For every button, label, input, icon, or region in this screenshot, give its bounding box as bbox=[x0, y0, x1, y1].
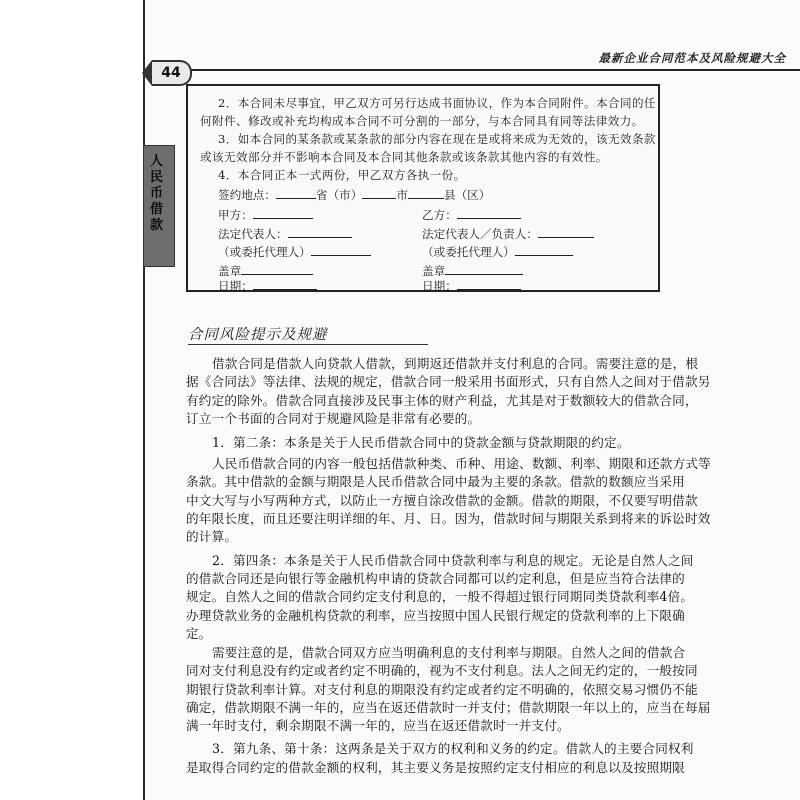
body-line: 同对支付利息没有约定或者约定不明确的，视为不支付利息。法人之间无约定的，一般按同 bbox=[186, 663, 698, 678]
body-line: 订立一个书面的合同对于规避风险是非常有必要的。 bbox=[186, 411, 481, 426]
body-line: 据《合同法》等法律、法规的规定，借款合同一般采用书面形式，只有自然人之间对于借款另 bbox=[186, 374, 711, 389]
body-line: 借款合同是借款人向贷款人借款，到期返还借款并支付利息的合同。需要注意的是，根 bbox=[212, 356, 699, 371]
body-line: 人民币借款合同的内容一般包括借款种类、币种、用途、数额、利率、期限和还款方式等 bbox=[212, 456, 711, 471]
section-heading-rule bbox=[188, 344, 428, 345]
contract-excerpt-box bbox=[186, 84, 660, 292]
party-a-line: 甲方： bbox=[218, 207, 313, 222]
party-a-date-line: 日期： bbox=[218, 278, 317, 293]
party-a-seal-line: 盖章 bbox=[218, 263, 313, 278]
party-b-rep-line: 法定代表人／负责人： bbox=[422, 226, 594, 241]
body-line: 期银行贷款利率计算。对支付利息的期限没有约定或者约定不明确的，依照交易习惯仍不能 bbox=[186, 682, 698, 697]
header-rule bbox=[145, 69, 800, 71]
party-a-agent-line: （或委托代理人） bbox=[218, 244, 371, 259]
body-line: 中文大写与小写两种方式，以防止一方擅自涂改借款的金额。借款的期限，不仅要写明借款 bbox=[186, 493, 698, 508]
party-b-agent-line: （或委托代理人） bbox=[422, 244, 573, 259]
running-title: 最新企业合同范本及风险规避大全 bbox=[598, 51, 786, 65]
contract-line: 4．本合同正本一式两份，甲乙双方各执一份。 bbox=[218, 168, 466, 182]
body-line: 满一年时支付，剩余期限不满一年的，应当在返还借款时一并支付。 bbox=[186, 718, 570, 733]
party-b-seal-line: 盖章 bbox=[422, 263, 523, 278]
body-line: 需要注意的是，借款合同双方应当明确利息的支付利率与期限。自然人之间的借款合 bbox=[212, 645, 686, 660]
sign-place-line bbox=[218, 187, 490, 202]
body-line: 是取得合同约定的借款金额的权利，其主要义务是按照约定支付相应的利息以及按照期限 bbox=[186, 760, 685, 775]
body-line: 确定，借款期限不满一年的，应当在返还借款时一并支付；借款期限一年以上的，应当在每届 bbox=[186, 700, 711, 715]
sign-place-prefix: 签约地点： bbox=[218, 188, 276, 202]
party-b-date-line: 日期： bbox=[422, 278, 521, 293]
sign-place-province: 省（市） bbox=[315, 188, 363, 202]
body-line: 的计算。 bbox=[186, 529, 238, 544]
body-line: 3．第九条、第十条：这两条是关于双方的权利和义务的约定。借款人的主要合同权利 bbox=[212, 741, 694, 756]
body-line: 条款。其中借款的金额与期限是人民币借款合同中最为主要的条款。借款的数额应当采用 bbox=[186, 474, 685, 489]
body-line: 规定。自然人之间的借款合同约定支付利息的，一般不得超过银行同期同类贷款利率4倍。 bbox=[186, 589, 694, 604]
body-line: 的年限长度，而且还要注明详细的年、月、日。因为，借款时间与期限关系到将来的诉讼时效 bbox=[186, 511, 711, 526]
body-line: 有约定的除外。借款合同直接涉及民事主体的财产利益，尤其是对于数额较大的借款合同， bbox=[186, 393, 698, 408]
body-line: 2．第四条：本条是关于人民币借款合同中贷款利率与利息的规定。无论是自然人之间 bbox=[212, 553, 694, 568]
page-number: 44 bbox=[152, 60, 192, 86]
chapter-side-tab bbox=[143, 145, 175, 267]
contract-line: 3．如本合同的某条款或某条款的部分内容在现在是或将来成为无效的，该无效条款 bbox=[218, 132, 656, 146]
sign-place-county: 县（区） bbox=[443, 188, 491, 202]
body-line: 的借款合同还是向银行等金融机构申请的贷款合同都可以约定利息，但是应当符合法律的 bbox=[186, 571, 685, 586]
party-a-rep-line: 法定代表人： bbox=[218, 226, 352, 241]
sign-place-city: 市 bbox=[396, 188, 408, 202]
side-tab-label: 人民币借款 bbox=[150, 154, 164, 233]
body-line: 1．第二条：本条是关于人民币借款合同中的贷款金额与贷款期限的约定。 bbox=[212, 435, 630, 450]
section-heading: 合同风险提示及规避 bbox=[188, 327, 328, 343]
contract-line: 2．本合同未尽事宜，甲乙双方可另行达成书面协议，作为本合同附件。本合同的任 bbox=[218, 96, 656, 110]
party-b-line: 乙方： bbox=[422, 207, 521, 222]
body-line: 办理贷款业务的金融机构贷款的利率，应当按照中国人民银行规定的贷款利率的上下限确 bbox=[186, 608, 685, 623]
contract-line: 何附件、修改或补充均构成本合同不可分割的一部分，与本合同具有同等法律效力。 bbox=[200, 114, 644, 128]
body-line: 定。 bbox=[186, 626, 212, 641]
contract-line: 或该无效部分并不影响本合同及本合同其他条款或该条款其他内容的有效性。 bbox=[200, 150, 608, 164]
